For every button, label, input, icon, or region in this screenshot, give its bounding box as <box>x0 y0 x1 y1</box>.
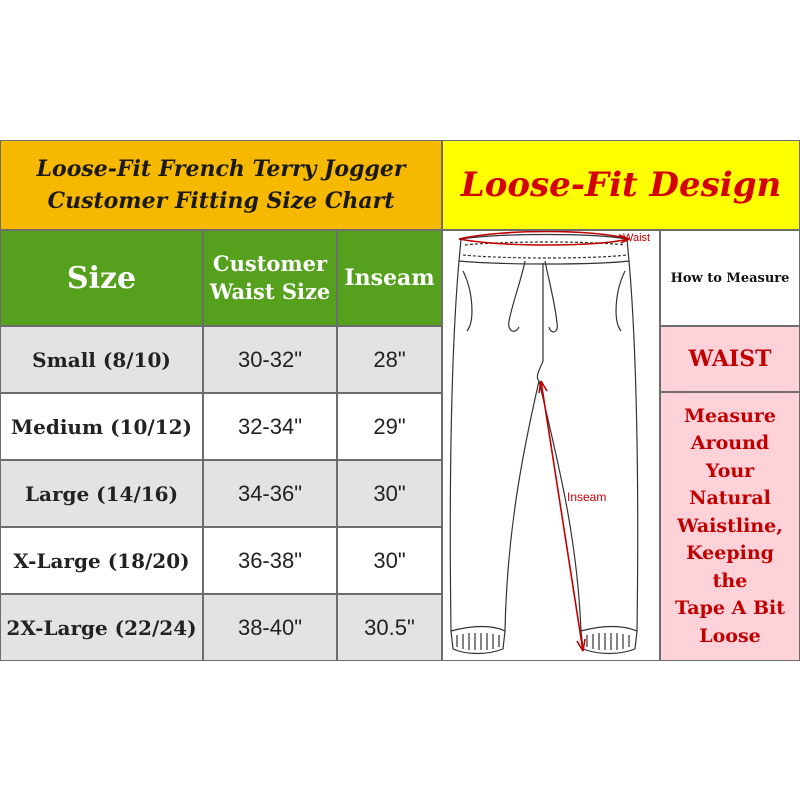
table-row-waist: 32-34" <box>203 393 337 460</box>
waist-diagram-label: Waist <box>623 232 651 244</box>
jogger-diagram <box>442 230 660 661</box>
table-row-waist: 34-36" <box>203 460 337 527</box>
pocket-left <box>463 271 472 331</box>
left-leg-outer <box>450 261 459 631</box>
table-row-size: Large (14/16) <box>0 460 203 527</box>
table-row-waist: 38-40" <box>203 594 337 661</box>
pocket-right <box>616 271 625 331</box>
table-row-inseam: 30.5" <box>337 594 442 661</box>
instruction-line: Tape A Bit <box>674 597 786 620</box>
instruction-line: Natural <box>689 487 771 510</box>
how-to-measure: How to Measure <box>660 230 800 326</box>
header-waist-line2: Waist Size <box>209 279 331 304</box>
design-label: Loose-Fit Design <box>442 140 800 230</box>
table-row-size: X-Large (18/20) <box>0 527 203 594</box>
table-row-inseam: 30" <box>337 527 442 594</box>
instruction-line: Keeping the <box>686 542 774 592</box>
drawstring-right <box>545 261 557 332</box>
jogger-illustration <box>443 231 659 660</box>
instruction-line: Loose <box>699 624 761 647</box>
measure-instructions <box>660 392 800 661</box>
instruction-line: Around Your <box>690 432 770 482</box>
waist-measure-line <box>459 232 629 246</box>
left-leg-inner <box>505 381 539 631</box>
table-row-inseam: 28" <box>337 326 442 393</box>
inseam-measure-line <box>539 381 585 651</box>
header-waist-line1: Customer <box>212 251 328 276</box>
instruction-line: Waistline, <box>677 514 783 537</box>
waist-heading: WAIST <box>660 326 800 392</box>
table-row-inseam: 29" <box>337 393 442 460</box>
table-row-size: 2X-Large (22/24) <box>0 594 203 661</box>
table-row-size: Medium (10/12) <box>0 393 203 460</box>
inseam-diagram-label: Inseam <box>567 490 607 504</box>
header-size: Size <box>0 230 203 326</box>
fly-line <box>537 263 543 381</box>
size-chart <box>0 140 800 661</box>
right-leg-outer <box>629 261 638 631</box>
drawstring-left <box>509 261 525 331</box>
waistband <box>459 235 629 265</box>
header-waist <box>203 230 337 326</box>
table-row-waist: 36-38" <box>203 527 337 594</box>
instruction-line: Measure <box>683 404 777 427</box>
table-row-inseam: 30" <box>337 460 442 527</box>
table-row-size: Small (8/10) <box>0 326 203 393</box>
chart-title <box>0 140 442 230</box>
chart-title-line2: Customer Fitting Size Chart <box>47 188 395 214</box>
header-inseam: Inseam <box>337 230 442 326</box>
chart-title-line1: Loose-Fit French Terry Jogger <box>36 156 406 182</box>
cuff-left <box>451 627 505 654</box>
table-row-waist: 30-32" <box>203 326 337 393</box>
